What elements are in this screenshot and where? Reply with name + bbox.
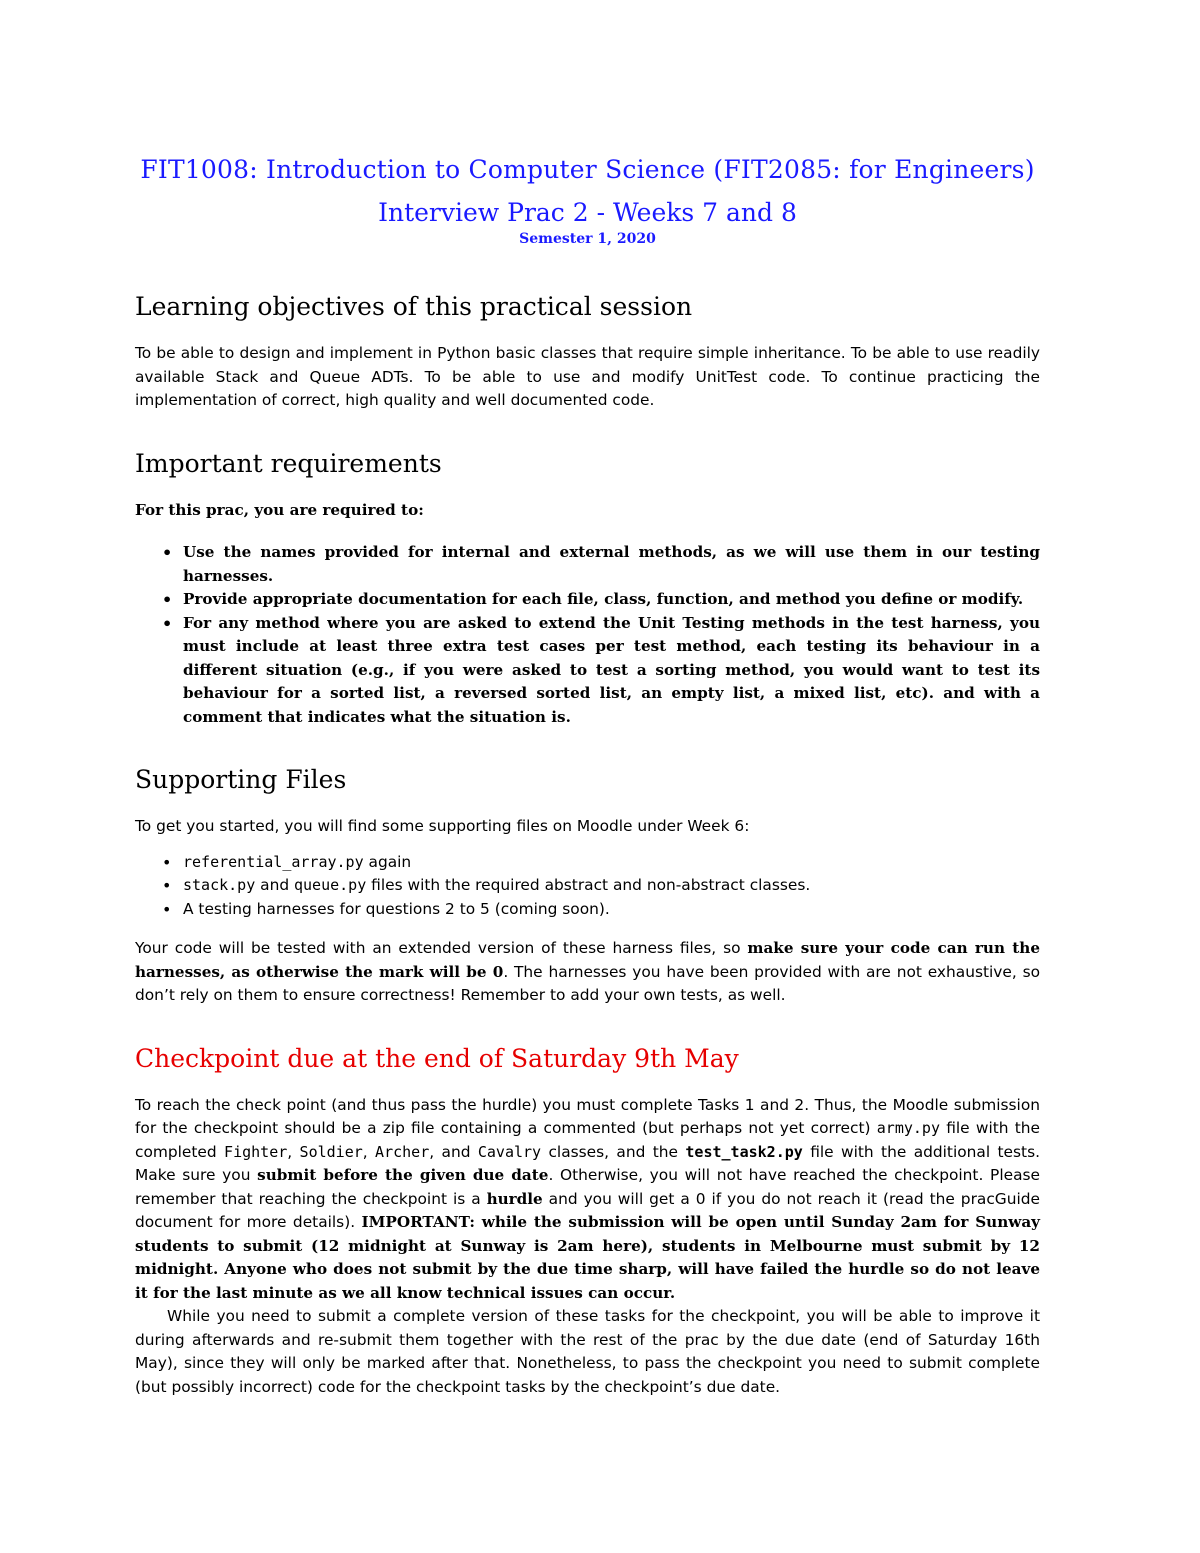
- document-page: [135, 150, 1040, 1399]
- learning-objectives-heading: Learning objectives of this practical session: [135, 292, 693, 321]
- supporting-file-item: • referential_array.py again: [183, 851, 1040, 875]
- requirement-item: • Provide appropriate documentation for each file, class, function, and method you define or modify.: [183, 588, 1040, 612]
- checkpoint-paragraph: To reach the check point (and thus pass the hurdle) you must complete Tasks 1 and 2. Thus, the Moodle submission for the checkpoint should be a zip file containing a commented (but perhaps not yet correct) army.py file with the completed Fighter, Soldier, Archer, and Cavalry classes, and the test_task2.py file with the additional tests. Make sure you submit before the given due date. Otherwise, you will not have reached the checkpoint. Please remember that reaching the checkpoint is a hurdle and you will get a 0 if you do not reach it (read the pracGuide document for more details). IMPORTANT: while the submission will be open until Sunday 2am for Sunway students to submit (12 midnight at Sunway is 2am here), students in Melbourne must submit by 12 midnight. Anyone who does not submit by the due time sharp, will have failed the hurdle so do not leave it for the last minute as we all know technical issues can occur.: [135, 1095, 1041, 1302]
- file-name: referential_array.py: [183, 852, 364, 871]
- supporting-files-list: [135, 851, 1040, 922]
- semester-label: Semester 1, 2020: [519, 231, 656, 247]
- supporting-file-item: • A testing harnesses for questions 2 to 5 (coming soon).: [183, 898, 1040, 922]
- important-notice: IMPORTANT: while the submission will be open until Sunday 2am for Sunway students to submit (12 midnight at Sunway is 2am here), students in Melbourne must submit by 12 midnight. Anyone who does not submit by the due time sharp, will have failed the hurdle so do not leave it for the last minute as we all know technical issues can occur.: [135, 1213, 1041, 1302]
- supporting-files-intro: To get you started, you will find some supporting files on Moodle under Week 6:: [135, 817, 750, 835]
- document-subtitle: Interview Prac 2 - Weeks 7 and 8: [378, 198, 797, 227]
- harness-note: Your code will be tested with an extended version of these harness files, so make sure your code can run the harnesses, as otherwise the mark will be 0. The harnesses you have been provided with are not exhaustive, so don’t rely on them to ensure correctness! Remember to add your own tests, as well.: [135, 939, 1041, 1004]
- checkpoint-heading: Checkpoint due at the end of Saturday 9th May: [135, 1043, 739, 1073]
- requirements-list: [135, 541, 1040, 729]
- file-name: queue.py: [294, 876, 367, 894]
- requirement-item: • Use the names provided for internal and external methods, as we will use them in our testing harnesses.: [183, 541, 1040, 588]
- requirements-intro: For this prac, you are required to:: [135, 500, 424, 519]
- file-name: stack.py: [183, 876, 256, 894]
- supporting-files-heading: Supporting Files: [135, 765, 347, 794]
- checkpoint-resubmit-paragraph: While you need to submit a complete version of these tasks for the checkpoint, you will be able to improve it during afterwards and re-submit them together with the rest of the prac by the due date (end of Saturday 16th May), since they will only be marked after that. Nonetheless, to pass the checkpoint you need to submit complete (but possibly incorrect) code for the checkpoint tasks by the checkpoint’s due date.: [135, 1307, 1040, 1396]
- learning-objectives-text: To be able to design and implement in Python basic classes that require simple inheritance. To be able to use readily available Stack and Queue ADTs. To be able to use and modify UnitTest code. To continue practicing the implementation of correct, high quality and well documented code.: [135, 344, 1040, 409]
- document-title: FIT1008: Introduction to Computer Science (FIT2085: for Engineers): [140, 155, 1035, 184]
- supporting-file-item: • stack.py and queue.py files with the required abstract and non-abstract classes.: [183, 874, 1040, 898]
- requirement-item: • For any method where you are asked to extend the Unit Testing methods in the test harness, you must include at least three extra test cases per test method, each testing its behaviour in a different situation (e.g., if you were asked to test a sorting method, you would want to test its behaviour for a sorted list, a reversed sorted list, an empty list, a mixed list, etc). and with a comment that indicates what the situation is.: [183, 612, 1040, 730]
- important-requirements-heading: Important requirements: [135, 448, 442, 478]
- harness-warning: make sure your code can run the harnesses, as otherwise the mark will be 0: [135, 939, 1040, 981]
